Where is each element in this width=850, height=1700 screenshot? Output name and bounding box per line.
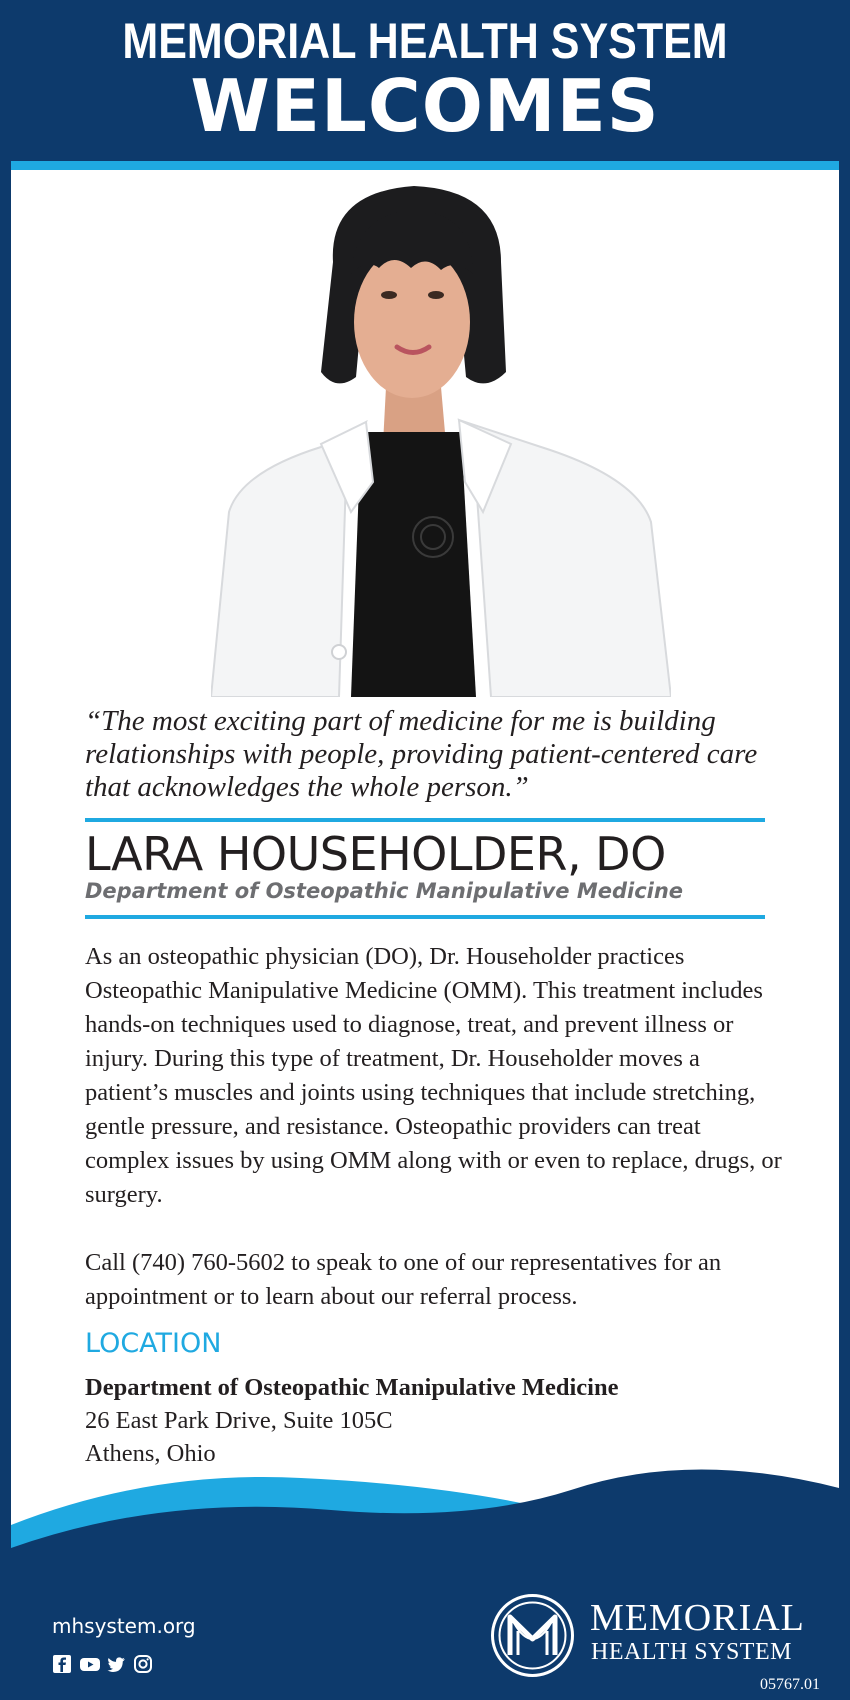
brand-name-line2: HEALTH SYSTEM <box>591 1639 792 1665</box>
memorial-logo-icon <box>490 1593 575 1678</box>
location-address: 26 East Park Drive, Suite 105C <box>85 1407 393 1434</box>
instagram-icon[interactable] <box>133 1654 153 1674</box>
body-text <box>85 940 785 1314</box>
facebook-icon[interactable] <box>52 1654 72 1674</box>
youtube-icon[interactable] <box>79 1654 99 1674</box>
physician-quote: “The most exciting part of medicine for me is building relationships with people, providing patient-centered care that acknowledges the whole person.” <box>85 705 758 803</box>
header-banner <box>0 0 850 160</box>
divider-top <box>85 818 765 822</box>
location-city: Athens, Ohio <box>85 1440 216 1467</box>
brand-name-line1: MEMORIAL <box>590 1597 805 1639</box>
content-panel <box>11 170 839 1590</box>
body-paragraph-contact: Call (740) 760-5602 to speak to one of our representatives for an appointment or to learn about our referral process. <box>85 1249 722 1310</box>
social-icons <box>52 1654 153 1674</box>
divider-bottom <box>85 915 765 919</box>
ad-code: 05767.01 <box>760 1676 820 1693</box>
decorative-waves <box>11 1450 839 1590</box>
header-accent-stripe <box>11 161 839 170</box>
location-name: Department of Osteopathic Manipulative Medicine <box>85 1374 619 1401</box>
website-link[interactable]: mhsystem.org <box>52 1614 196 1638</box>
location-heading: LOCATION <box>85 1328 222 1359</box>
physician-portrait <box>211 182 671 697</box>
physician-department: Department of Osteopathic Manipulative Medicine <box>85 879 684 903</box>
physician-name: LARA HOUSEHOLDER, DO <box>85 827 666 881</box>
body-paragraph-description: As an osteopathic physician (DO), Dr. Householder practices Osteopathic Manipulative Medicine (OMM). This treatment includes hands-on techniques used to diagnose, treat, and prevent illness or injury. During this type of treatment, Dr. Householder moves a patient’s muscles and joints using techniques that include stretching, gentle pressure, and resistance. Osteopathic providers can treat complex issues by using OMM along with or even to replace, drugs, or surgery. <box>85 943 782 1208</box>
twitter-icon[interactable] <box>106 1654 126 1674</box>
header-title: MEMORIAL HEALTH SYSTEM <box>122 13 728 69</box>
header-subtitle: WELCOMES <box>190 64 660 148</box>
